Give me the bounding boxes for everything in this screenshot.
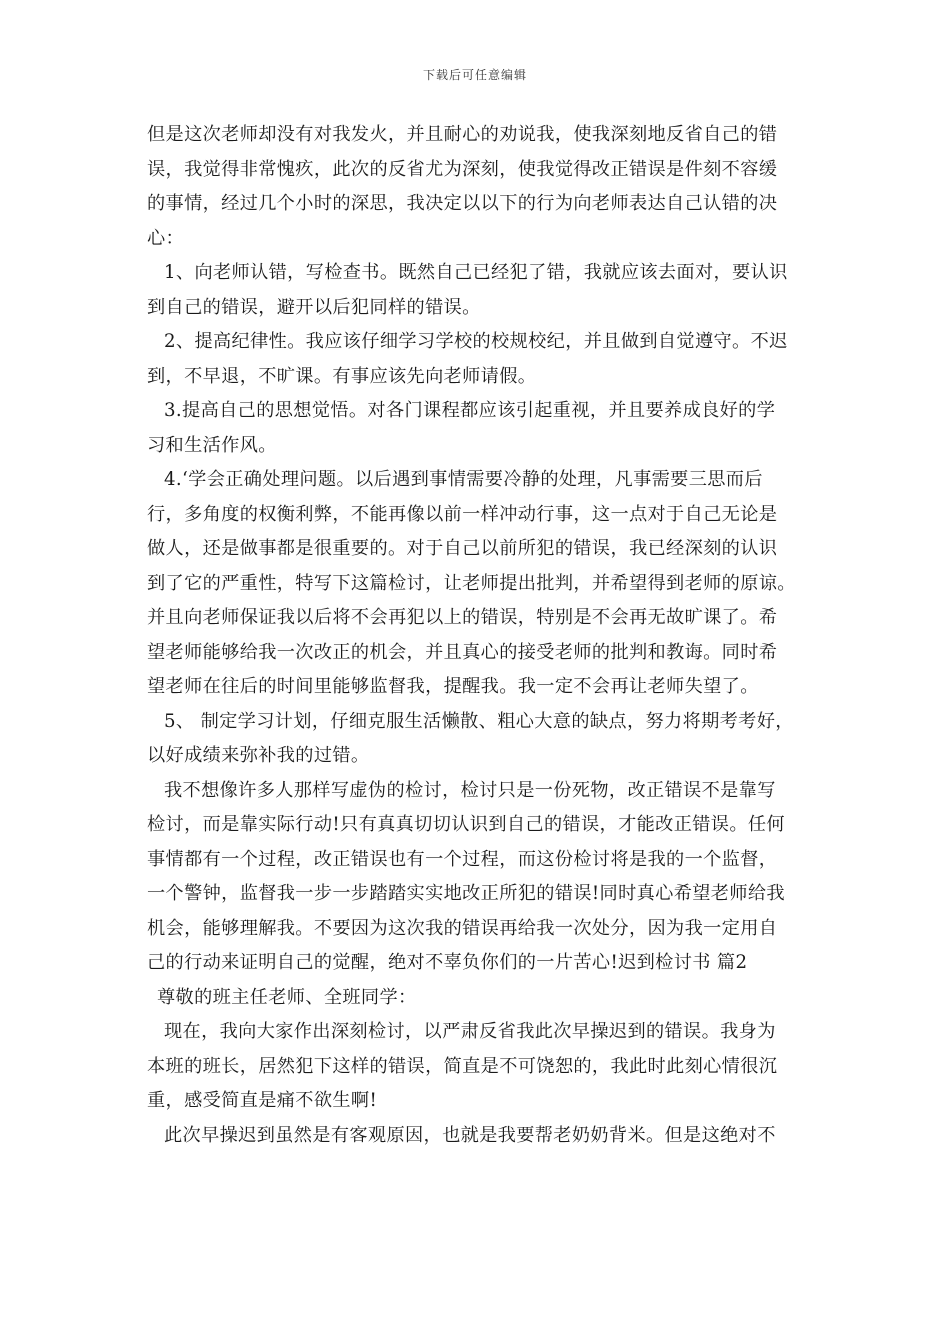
text-line: 但是这次老师却没有对我发火，并且耐心的劝说我，使我深刻地反省自己的错 [147,124,778,145]
text-line: 重，感受简直是痛不欲生啊! [147,1090,378,1111]
document-body [147,118,825,1153]
salutation: 尊敬的班主任老师、全班同学： [157,986,417,1008]
text-line: 到自己的错误，避开以后犯同样的错误。 [147,296,481,318]
text-line: 己的行动来证明自己的觉醒，绝对不辜负你们的一片苦心!迟到检讨书 篇2 [147,952,748,973]
text-line: 的事情，经过几个小时的深思，我决定以以下的行为向老师表达自己认错的决 [147,193,778,214]
paragraph-start: 此次早操迟到虽然是有客观原因，也就是我要帮老奶奶背米。但是这绝对不 [164,1124,776,1146]
text-line: 心： [147,227,185,249]
page-header: 下载后可任意编辑 [422,68,527,82]
text-line: 检讨，而是靠实际行动!只有真真切切认识到自己的错误，才能改正错误。任何 [147,814,785,835]
text-line: 到，不早退，不旷课。有事应该先向老师请假。 [147,365,537,387]
list-item-5: 5、 制定学习计划，仔细克服生活懒散、粗心大意的缺点，努力将期考考好， [164,710,794,732]
text-line: 望老师能够给我一次改正的机会，并且真心的接受老师的批判和教诲。同时希 [147,641,778,663]
text-line: 行，多角度的权衡利弊，不能再像以前一样冲动行事，这一点对于自己无论是 [147,503,778,525]
text-line: 望老师在往后的时间里能够监督我，提醒我。我一定不会再让老师失望了。 [147,676,759,697]
text-line: 做人，还是做事都是很重要的。对于自己以前所犯的错误，我已经深刻的认识 [147,538,778,559]
paragraph-start: 我不想像许多人那样写虚伪的检讨，检讨只是一份死物，改正错误不是靠写 [164,779,776,801]
text-line: 事情都有一个过程，改正错误也有一个过程，而这份检讨将是我的一个监督， [147,848,778,870]
paragraph-start: 现在，我向大家作出深刻检讨，以严肃反省我此次早操迟到的错误。我身为 [164,1021,776,1042]
list-item-1: 1、向老师认错，写检查书。既然自己已经犯了错，我就应该去面对，要认识 [164,262,788,283]
text-line: 并且向老师保证我以后将不会再犯以上的错误，特别是不会再无故旷课了。希 [147,607,778,628]
list-item-2: 2、提高纪律性。我应该仔细学习学校的校规校纪，并且做到自觉遵守。不迟 [164,331,788,352]
text-line: 本班的班长，居然犯下这样的错误，简直是不可饶恕的，我此时此刻心情很沉 [147,1055,778,1077]
text-line: 一个警钟，监督我一步一步踏踏实实地改正所犯的错误!同时真心希望老师给我 [147,883,785,904]
text-line: 机会，能够理解我。不要因为这次我的错误再给我一次处分，因为我一定用自 [147,917,778,939]
text-line: 习和生活作风。 [147,434,277,456]
text-line: 误，我觉得非常愧疚，此次的反省尤为深刻，使我觉得改正错误是件刻不容缓 [147,158,778,180]
list-item-4: 4.‘学会正确处理问题。以后遇到事情需要冷静的处理，凡事需要三思而后 [164,469,763,490]
list-item-3: 3.提高自己的思想觉悟。对各门课程都应该引起重视，并且要养成良好的学 [164,400,776,421]
text-line: 以好成绩来弥补我的过错。 [147,745,370,766]
text-line: 到了它的严重性，特写下这篇检讨，让老师提出批判，并希望得到老师的原谅。 [147,572,796,594]
